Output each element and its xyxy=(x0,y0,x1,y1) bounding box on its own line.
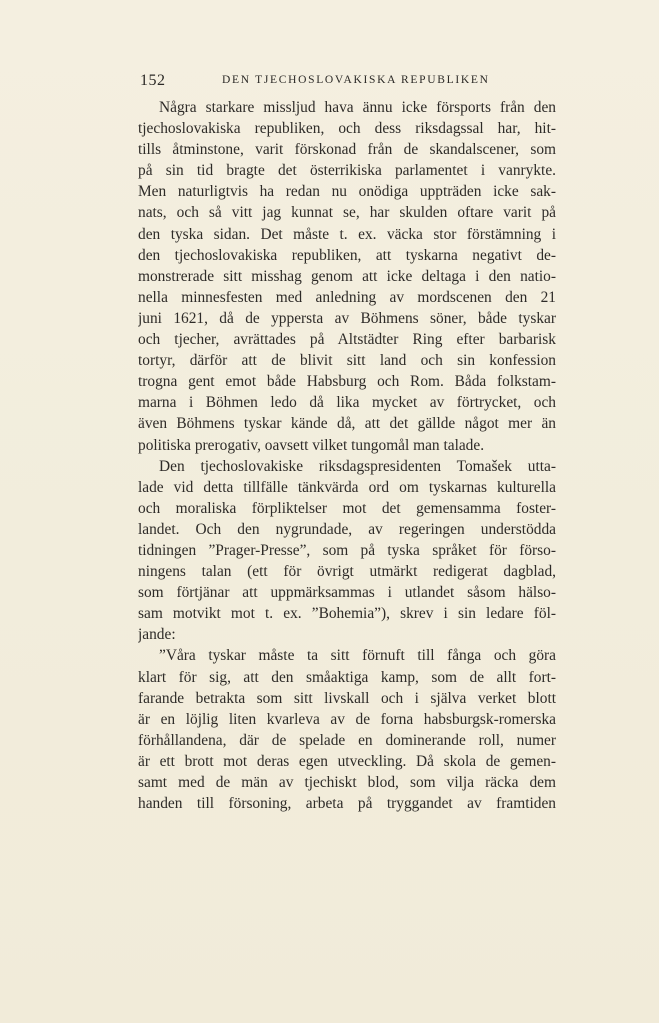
body-text xyxy=(138,97,556,814)
text-line: farande betrakta som sitt livskall och i själva verket blott xyxy=(138,689,556,707)
text-line: handen till försoning, arbeta på tryggandet av framtiden xyxy=(138,795,556,813)
text-line: är en löjlig liten kvarleva av de forna habsburgsk-romerska xyxy=(138,710,556,728)
text-line: förhållandena, där de spelade en dominerande roll, numer xyxy=(138,731,556,749)
text-line: tidningen ”Prager-Presse”, som på tyska språket för förso- xyxy=(138,541,556,559)
text-line: nats, och så vitt jag kunnat se, har skulden oftare varit på xyxy=(138,204,556,222)
text-line: Men naturligtvis ha redan nu onödiga uppträden icke sak- xyxy=(138,183,556,201)
text-line: nella minnesfesten med anledning av mordscenen den 21 xyxy=(138,288,556,306)
text-line: den tyska sidan. Det måste t. ex. väcka stor förstämning i xyxy=(138,225,556,243)
text-line: som förtjänar att uppmärksammas i utlandet såsom hälso- xyxy=(138,584,556,602)
text-line: juni 1621, då de yppersta av Böhmens söner, både tyskar xyxy=(138,309,556,327)
text-line: monstrerade sitt misshag genom att icke deltaga i den natio- xyxy=(138,267,556,285)
running-title: DEN TJECHOSLOVAKISKA REPUBLIKEN xyxy=(222,74,490,86)
page-number: 152 xyxy=(140,72,166,89)
text-line: Den tjechoslovakiske riksdagspresidenten Tomašek utta- xyxy=(159,457,556,475)
text-line: ”Våra tyskar måste ta sitt förnuft till fånga och göra xyxy=(159,647,556,665)
text-line: klart för sig, att den småaktiga kamp, som de allt fort- xyxy=(138,668,556,686)
text-line: lade vid detta tillfälle tänkvärda ord om tyskarnas kulturella xyxy=(138,478,556,496)
text-line: ningens talan (ett för övrigt utmärkt redigerat dagblad, xyxy=(138,563,556,581)
text-line: Några starkare missljud hava ännu icke försports från den xyxy=(159,99,556,116)
text-line: är ett brott mot deras egen utveckling. Då skola de gemen- xyxy=(138,752,556,770)
page-header xyxy=(140,72,560,92)
text-line: den tjechoslovakiska republiken, att tyskarna negativt de- xyxy=(138,246,556,264)
text-line: och moraliska förpliktelser mot det gemensamma foster- xyxy=(138,499,556,517)
text-line: politiska prerogativ, oavsett vilket tungomål man talade. xyxy=(138,436,485,454)
text-line: samt med de män av tjechiskt blod, som vilja räcka dem xyxy=(138,774,556,791)
text-line: marna i Böhmen ledo då lika mycket av förtrycket, och xyxy=(138,394,556,412)
text-line: trogna gent emot både Habsburg och Rom. Båda folkstam- xyxy=(138,373,556,391)
text-line: även Böhmens tyskar kände då, att det gällde något mer än xyxy=(138,415,556,433)
text-line: sam motvikt mot t. ex. ”Bohemia”), skrev i sin ledare föl- xyxy=(138,605,556,623)
text-line: tills åtminstone, varit förskonad från de skandalscener, som xyxy=(138,141,556,159)
text-line: på sin tid bragte det österrikiska parlamentet i vanrykte. xyxy=(138,162,556,180)
text-line: och tjecher, avrättades på Altstädter Ring efter barbarisk xyxy=(138,331,556,349)
text-line: landet. Och den nygrundade, av regeringen understödda xyxy=(138,520,556,538)
text-line: jande: xyxy=(138,626,176,644)
text-line: tortyr, därför att de blivit sitt land och sin konfession xyxy=(138,352,556,370)
text-line: tjechoslovakiska republiken, och dess riksdagssal har, hit- xyxy=(138,120,556,138)
